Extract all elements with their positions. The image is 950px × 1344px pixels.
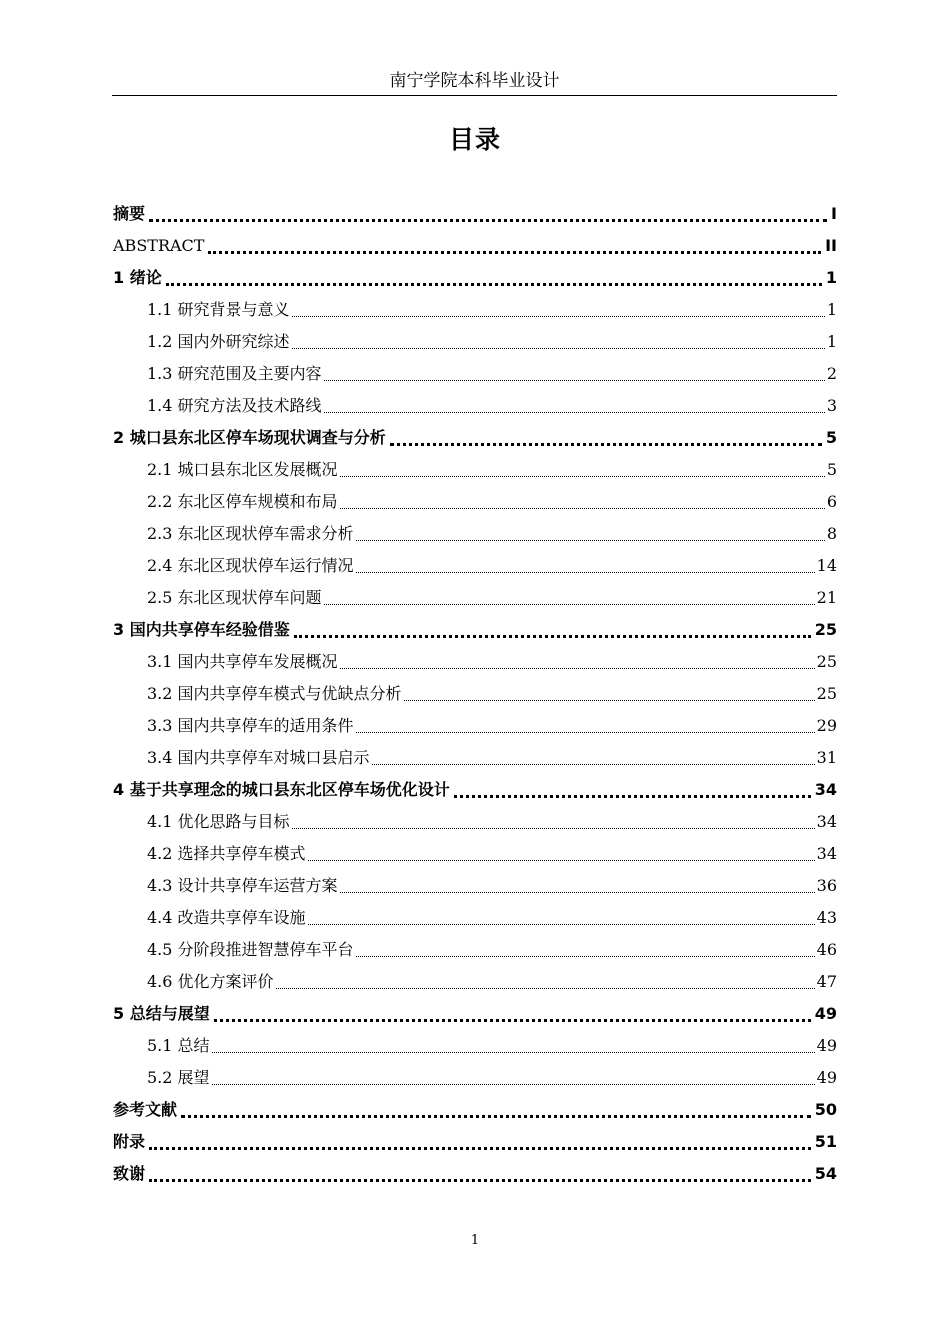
running-header: 南宁学院本科毕业设计 [389,71,560,91]
toc-entry[interactable] [113,678,837,710]
toc-entry[interactable] [113,1030,837,1062]
toc-entry-label: 5.1 总结 [147,1036,210,1055]
toc-entry-label: 致谢 [113,1164,146,1183]
toc-entry[interactable] [113,742,837,774]
toc-entry-page: 25 [814,620,837,639]
dot-leader [324,412,825,413]
toc-entry[interactable] [113,646,837,678]
toc-entry[interactable] [113,998,837,1030]
toc-entry-page: 2 [826,364,837,383]
toc-entry-page: 1 [825,268,837,287]
dot-leader [372,764,815,765]
toc-entry[interactable] [113,422,837,454]
toc-entry[interactable] [113,902,837,934]
toc-entry-label: 2.3 东北区现状停车需求分析 [147,524,354,543]
toc-entry-page: 31 [816,748,837,767]
toc-entry-label: 3.1 国内共享停车发展概况 [147,652,338,671]
toc-entry[interactable] [113,614,837,646]
toc-entry[interactable] [113,326,837,358]
dot-leader [276,988,815,989]
toc-entry-label: 1.2 国内外研究综述 [147,332,290,351]
toc-entry-label: 3.3 国内共享停车的适用条件 [147,716,354,735]
toc-entry-page: 3 [826,396,837,415]
toc-entry[interactable] [113,262,837,294]
toc-entry[interactable] [113,294,837,326]
toc-entry[interactable] [113,486,837,518]
toc-entry-label: 3.2 国内共享停车模式与优缺点分析 [147,684,402,703]
toc-entry-page: 49 [814,1004,837,1023]
dot-leader [214,1019,811,1022]
toc-entry[interactable] [113,838,837,870]
toc-entry-label: 3.4 国内共享停车对城口县启示 [147,748,370,767]
toc-entry[interactable] [113,966,837,998]
dot-leader [356,572,815,573]
toc-entry[interactable] [113,454,837,486]
toc-entry-label: 2.1 城口县东北区发展概况 [147,460,338,479]
toc-entry-label: 5.2 展望 [147,1068,210,1087]
toc-entry[interactable] [113,518,837,550]
toc-entry-page: 51 [814,1132,837,1151]
toc-entry-page: 50 [814,1100,837,1119]
toc-entry-label: 4.6 优化方案评价 [147,972,274,991]
toc-entry-page: 14 [816,556,837,575]
toc-entry-label: 摘要 [113,204,146,223]
toc-entry-page: 25 [816,684,837,703]
dot-leader [390,443,822,446]
toc-entry-page: 49 [816,1068,837,1087]
dot-leader [356,732,815,733]
toc-entry[interactable] [113,774,837,806]
toc-entry[interactable] [113,1158,837,1190]
dot-leader [212,1052,815,1053]
toc-entry[interactable] [113,1094,837,1126]
toc-entry-page: 43 [816,908,837,927]
toc-entry-label: 4.4 改造共享停车设施 [147,908,306,927]
toc-entry-page: 34 [816,812,837,831]
toc-entry-label: 附录 [113,1132,146,1151]
toc-entry-label: 2.5 东北区现状停车问题 [147,588,322,607]
dot-leader [324,380,825,381]
toc-entry-label: 4.2 选择共享停车模式 [147,844,306,863]
toc-entry-label: 4.1 优化思路与目标 [147,812,290,831]
toc-entry-page: 25 [816,652,837,671]
toc-entry-label: 2.4 东北区现状停车运行情况 [147,556,354,575]
dot-leader [149,219,827,222]
dot-leader [356,540,825,541]
page-number: 1 [470,1233,480,1248]
toc-entry-label: 4.3 设计共享停车运营方案 [147,876,338,895]
toc-entry-page: 6 [826,492,837,511]
toc-entry-label: 1.3 研究范围及主要内容 [147,364,322,383]
dot-leader [208,251,821,254]
dot-leader [340,508,825,509]
toc-entry-page: 47 [816,972,837,991]
toc-entry-label: 4 基于共享理念的城口县东北区停车场优化设计 [113,780,450,799]
header-rule [112,95,837,96]
toc-entry-page: 46 [816,940,837,959]
dot-leader [181,1115,811,1118]
toc-entry-page: I [831,204,837,223]
toc-entry-page: 49 [816,1036,837,1055]
toc-entry[interactable] [113,870,837,902]
dot-leader [356,956,815,957]
dot-leader [294,635,811,638]
toc-entry-label: 4.5 分阶段推进智慧停车平台 [147,940,354,959]
dot-leader [166,283,822,286]
toc-entry-label: 3 国内共享停车经验借鉴 [113,620,290,639]
dot-leader [292,316,825,317]
toc-entry-label: 2 城口县东北区停车场现状调查与分析 [113,428,386,447]
toc-entry[interactable] [113,806,837,838]
toc-entry[interactable] [113,1126,837,1158]
toc-entry[interactable] [113,934,837,966]
toc-entry-label: 2.2 东北区停车规模和布局 [147,492,338,511]
toc-entry-label: 参考文献 [113,1100,178,1119]
toc-entry-page: 5 [825,428,837,447]
toc-entry-page: 29 [816,716,837,735]
dot-leader [340,892,815,893]
toc-entry-page: II [825,236,837,255]
toc-entry[interactable] [113,390,837,422]
toc-entry[interactable] [113,1062,837,1094]
toc-entry[interactable] [113,550,837,582]
toc-entry[interactable] [113,710,837,742]
toc-entry-label: ABSTRACT [113,236,205,255]
dot-leader [454,795,811,798]
toc-entry-page: 1 [826,300,837,319]
toc-title: 目录 [448,125,501,154]
dot-leader [308,924,815,925]
toc-entry-label: 5 总结与展望 [113,1004,210,1023]
toc-entry-page: 8 [826,524,837,543]
toc-entry[interactable] [113,198,837,230]
toc-entry-page: 34 [816,844,837,863]
toc-entry-page: 21 [816,588,837,607]
toc-entry-label: 1 绪论 [113,268,162,287]
toc-entry-page: 34 [814,780,837,799]
toc-entry[interactable] [113,582,837,614]
dot-leader [292,348,825,349]
table-of-contents [113,198,837,1190]
toc-entry-label: 1.4 研究方法及技术路线 [147,396,322,415]
toc-entry-page: 54 [814,1164,837,1183]
dot-leader [212,1084,815,1085]
toc-entry-page: 1 [826,332,837,351]
dot-leader [149,1179,811,1182]
toc-entry[interactable] [113,230,837,262]
dot-leader [404,700,815,701]
toc-entry[interactable] [113,358,837,390]
dot-leader [308,860,815,861]
toc-entry-page: 36 [816,876,837,895]
dot-leader [292,828,815,829]
dot-leader [149,1147,811,1150]
dot-leader [324,604,815,605]
dot-leader [340,476,825,477]
toc-entry-label: 1.1 研究背景与意义 [147,300,290,319]
dot-leader [340,668,815,669]
toc-entry-page: 5 [826,460,837,479]
